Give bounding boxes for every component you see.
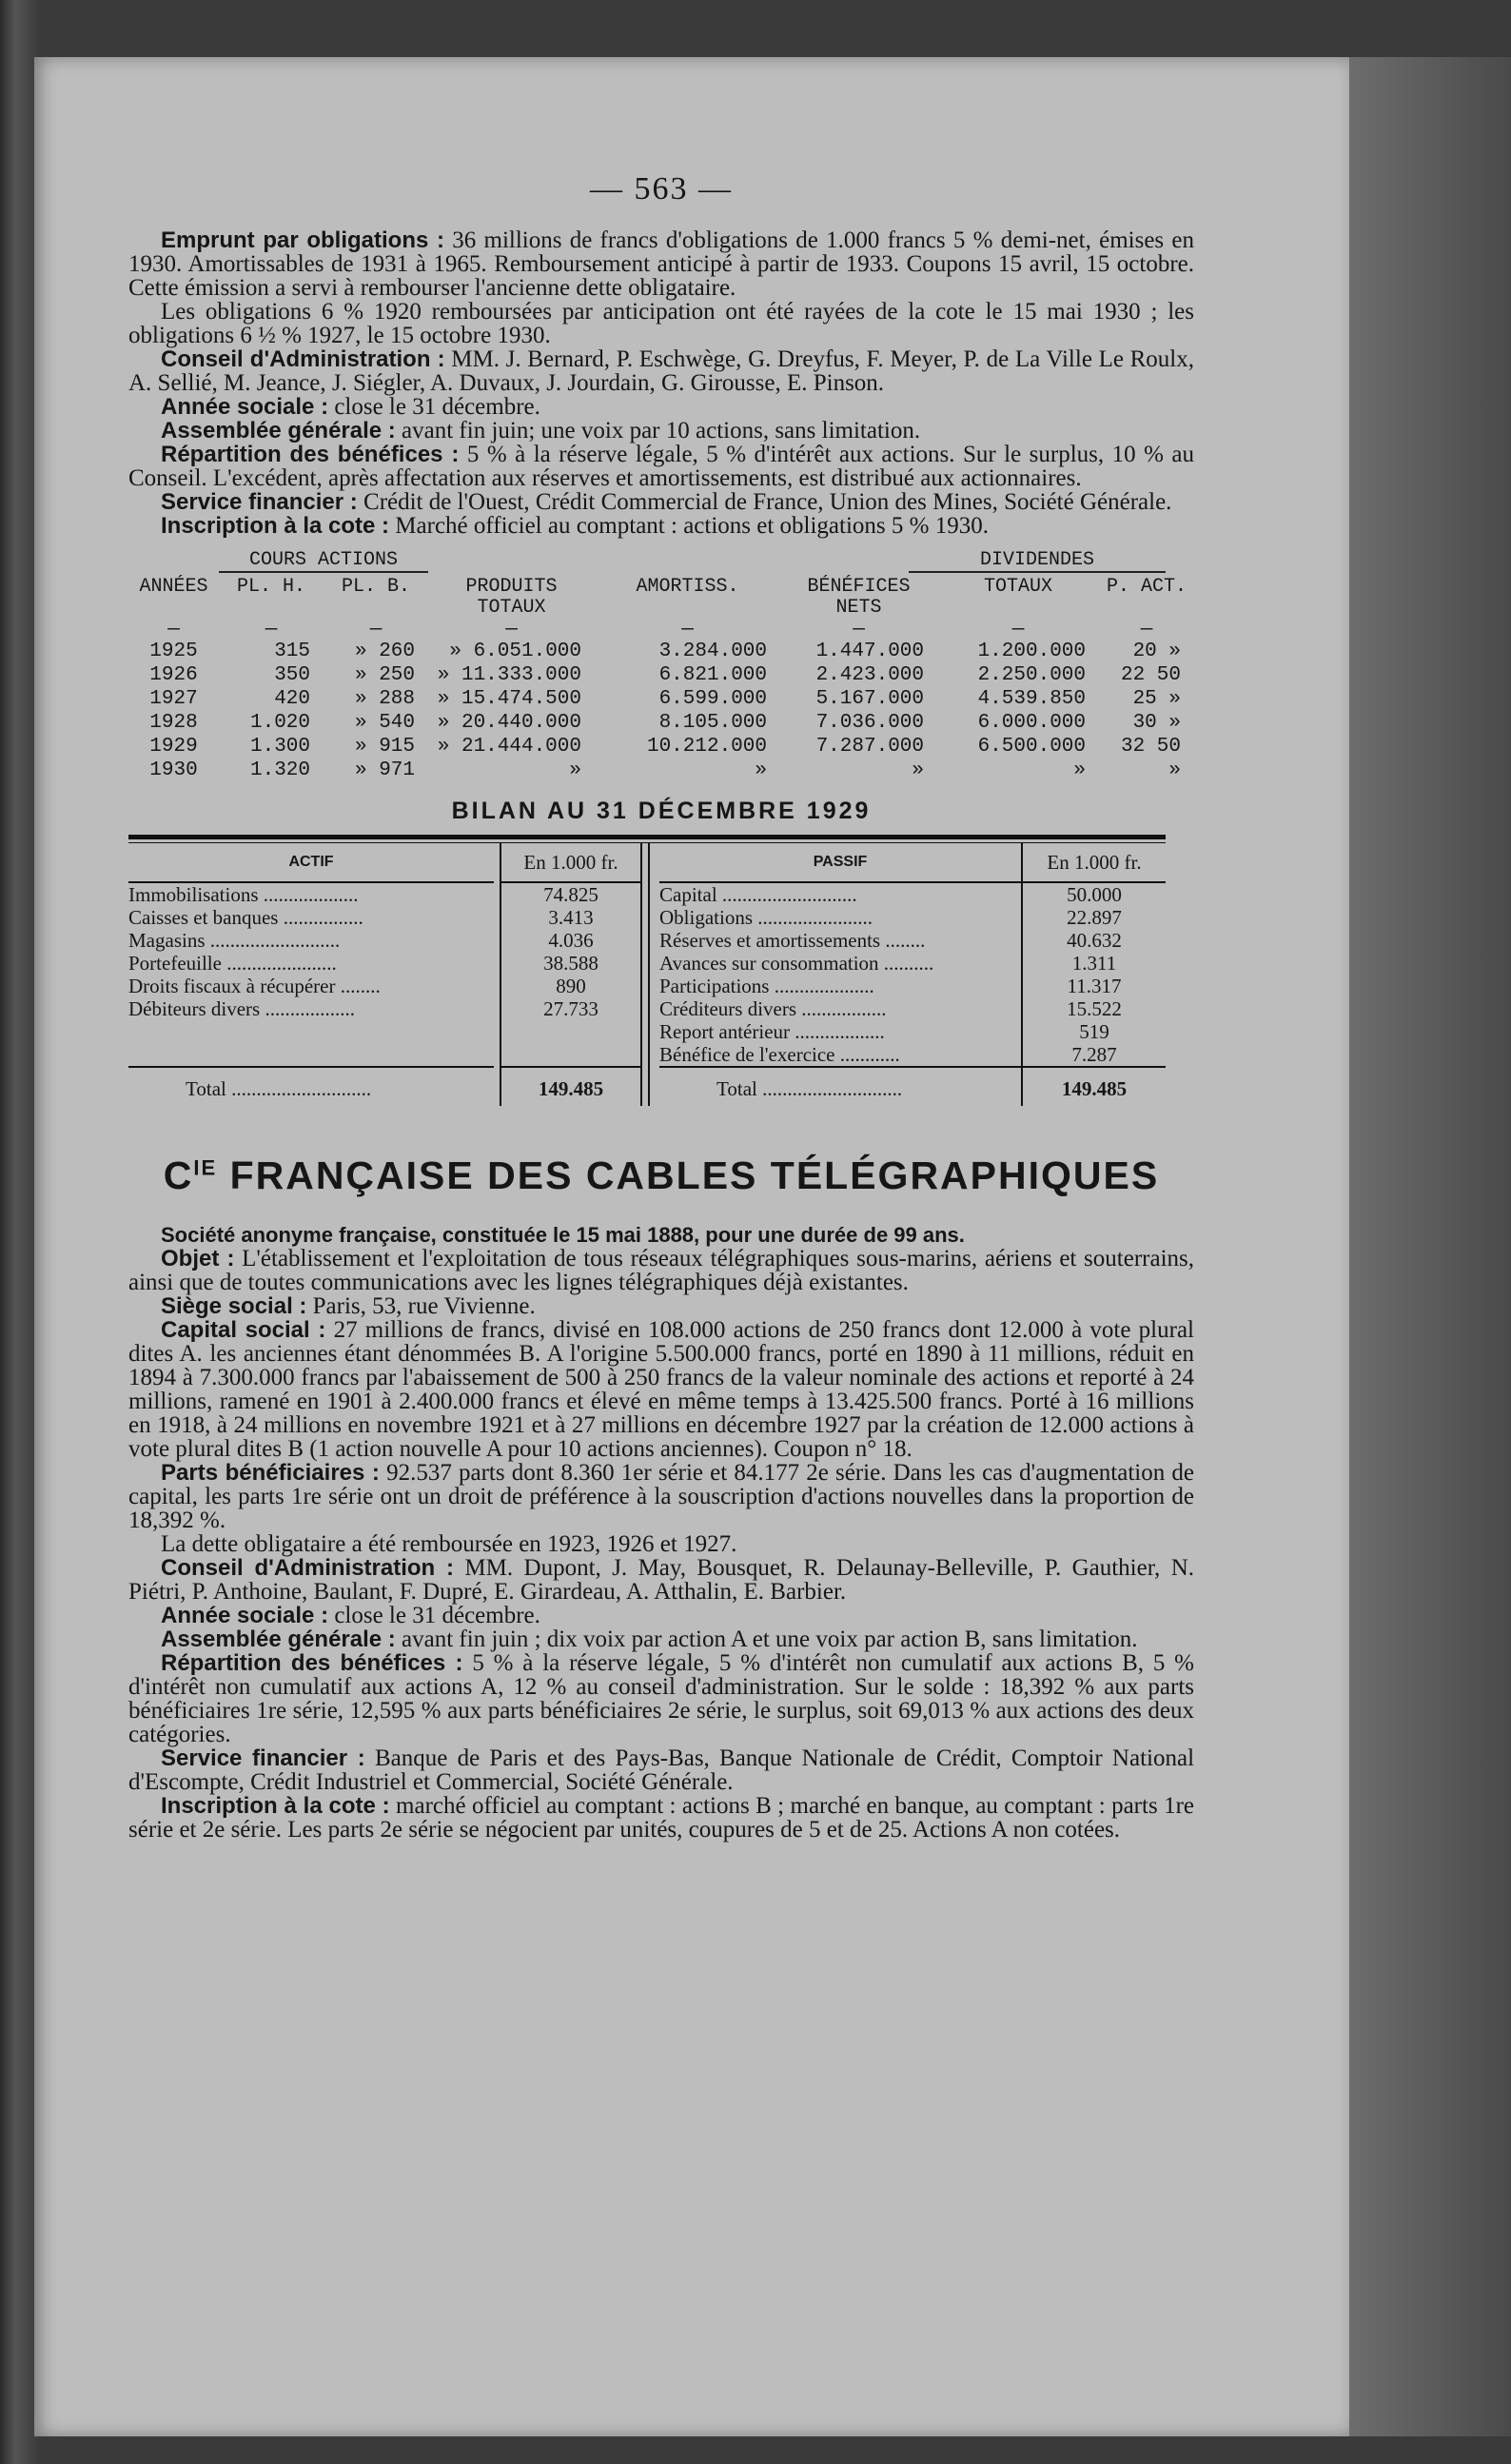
bilan-title: BILAN AU 31 DÉCEMBRE 1929 [451, 798, 872, 824]
bilan-total-label: Total ............................ [128, 1066, 494, 1106]
paragraph-key: Année sociale : [161, 1603, 329, 1628]
paragraph-text: 5 % à la réserve légale, 5 % d'intérêt aux actions. Sur le surplus, 10 % au Conseil. L'excédent, après affectation aux réserves et amortissements, est distribué aux actionnaires. [128, 442, 1194, 491]
table-cell: 1927 [149, 688, 198, 710]
cours-actions-header: COURS ACTIONS [219, 549, 428, 573]
book-spine [0, 0, 38, 2464]
page-content [128, 171, 1194, 1842]
paragraph-key: Siège social : [161, 1293, 307, 1319]
table-row [128, 735, 1194, 759]
passif-values [1023, 843, 1166, 1106]
paragraph [128, 347, 1194, 395]
bilan-item-value: 50.000 [1067, 883, 1122, 906]
paragraph-text: Banque de Paris et des Pays-Bas, Banque Nationale de Crédit, Comptoir National d'Escompte, Crédit Industriel et Commercial, Société Générale. [128, 1745, 1195, 1795]
page-shadow [1349, 57, 1511, 2436]
bilan-item-value: 15.522 [1067, 997, 1122, 1020]
bilan-item-label: Réserves et amortissements ........ [659, 929, 926, 952]
table-cell: 6.599.000 [658, 688, 767, 710]
paragraph [128, 1556, 1194, 1604]
paragraph [128, 1651, 1194, 1746]
bilan-item-value: 74.825 [543, 883, 599, 906]
table-cell: 5.167.000 [815, 688, 924, 710]
actif-unit: En 1.000 fr. [501, 843, 640, 883]
bilan-item-label: Droits fiscaux à récupérer ........ [128, 975, 381, 997]
column-header: TOTAUX [983, 576, 1052, 598]
paragraph-key: Parts bénéficiaires : [161, 1460, 380, 1486]
table-cell: 6.821.000 [658, 664, 767, 686]
table-cell: » 288 [354, 688, 415, 710]
table-cell: » [1073, 759, 1086, 781]
table-cell: » 21.444.000 [437, 736, 581, 758]
table-cell: 7.036.000 [815, 712, 924, 734]
table-cell: 1.320 [249, 759, 310, 781]
paragraph [128, 228, 1194, 300]
paragraph-text: Paris, 53, rue Vivienne. [306, 1293, 536, 1319]
paragraph-key: Conseil d'Administration : [161, 1555, 455, 1581]
paragraph [128, 419, 1194, 443]
table-cell: 3.284.000 [658, 641, 767, 662]
section-title: $C^{IE}$ FRANÇAISE DES CABLES TÉLÉGRAPHIQUES [163, 1153, 1160, 1197]
table-cell: 4.539.850 [977, 688, 1086, 710]
paragraph-text: 27 millions de francs, divisé en 108.000 actions de 250 francs dont 12.000 à vote plural dites A. les anciennes étant dénommées B. A l'origine 5.500.000 francs, porté en 1890 à 11 millions, réduit en 1894 à 7.300.000 francs par l'abaissement de 500 à 250 francs de la valeur nominale des actions et reporté à 24 millions, ramené en 1901 à 2.400.000 francs et élevé en même temps à 13.425.500 francs. Porté à 16 millions en 1918, à 24 millions en novembre 1921 et à 27 millions en décembre 1927 par la création de 12.000 actions à vote plural dites B (1 action nouvelle A pour 10 actions anciennes). Coupon n° 18. [128, 1317, 1194, 1462]
bilan-item-label: Bénéfice de l'exercice ............ [659, 1043, 900, 1066]
paragraph-text: 5 % à la réserve légale, 5 % d'intérêt non cumulatif aux actions B, 5 % d'intérêt non cumulatif aux actions A, 12 % au conseil d'administration. Sur le solde : 18,392 % aux parts bénéficiaires 1re série, 12,595 % aux parts bénéficiaires 2e série, le surplus, soit 69,013 % aux actions des deux catégories. [128, 1650, 1194, 1747]
paragraph [128, 514, 1194, 538]
table-cell: 1.300 [249, 736, 310, 758]
paragraph-text: 92.537 parts dont 8.360 1er série et 84.177 2e série. Dans les cas d'augmentation de capital, les parts 1re série ont un droit de préférence à la souscription d'actions nouvelles dans la proportion de 18,392 %. [128, 1460, 1194, 1533]
bilan-item-label: Report antérieur .................. [659, 1020, 885, 1043]
bilan-item-label: Participations .................... [659, 975, 874, 997]
paragraph-key: Capital social : [161, 1317, 326, 1343]
paragraph-key: Service financier : [161, 1745, 365, 1771]
bilan-item-label: Créditeurs divers ................. [659, 997, 887, 1020]
paragraph-key: Inscription à la cote : [161, 1793, 390, 1819]
table-row [128, 687, 1194, 711]
table-cell: 6.500.000 [977, 736, 1086, 758]
bilan-item-value: 27.733 [543, 997, 599, 1020]
paragraph-text: MM. J. Bernard, P. Eschwège, G. Dreyfus, F. Meyer, P. de La Ville Le Roulx, A. Sellié, M. Jeance, J. Siégler, A. Duvaux, J. Jourdain, G. Girousse, E. Pinson. [128, 346, 1195, 396]
table-cell: 32 50 [1120, 736, 1181, 758]
paragraph-text: avant fin juin ; dix voix par action A et une voix par action B, sans limitation. [395, 1626, 1138, 1652]
paragraph-key: Objet : [161, 1246, 235, 1271]
column-header: PL. B. [341, 576, 410, 598]
stock-history-table [128, 549, 1194, 782]
paragraph-text: avant fin juin; une voix par 10 actions, sans limitation. [395, 418, 921, 444]
table-cell: 1928 [149, 712, 198, 734]
paragraph-key: Assemblée générale : [161, 418, 396, 444]
column-header: BÉNÉFICES NETS [807, 576, 911, 619]
table-row [128, 759, 1194, 782]
company-notice-paragraphs [128, 228, 1194, 538]
dividendes-header: DIVIDENDES [909, 549, 1166, 573]
actif-labels [128, 843, 500, 1106]
bilan-item-value: 3.413 [548, 906, 594, 929]
paragraph [128, 1247, 1194, 1294]
paragraph-text: La dette obligataire a été remboursée en 1923, 1926 et 1927. [161, 1531, 737, 1557]
paragraph-key: Année sociale : [161, 394, 329, 420]
paragraph [128, 395, 1194, 419]
bilan-item-value: 22.897 [1067, 906, 1122, 929]
bilan-item-label: Débiteurs divers .................. [128, 997, 355, 1020]
paragraph [128, 1461, 1194, 1532]
bilan-item-value: 11.317 [1067, 975, 1122, 997]
table-cell: » 6.051.000 [449, 641, 581, 662]
paragraph-text: close le 31 décembre. [328, 1603, 540, 1628]
bilan-item-value: 38.588 [543, 952, 599, 975]
bilan-item-value: 519 [1079, 1020, 1109, 1043]
table-cell: 1.020 [249, 712, 310, 734]
column-header: ANNÉES [139, 576, 208, 598]
table-cell: » 915 [354, 736, 415, 758]
actif-values [500, 843, 642, 1106]
table-cell: » 11.333.000 [437, 664, 581, 686]
paragraph-text: 36 millions de francs d'obligations de 1.000 francs 5 % demi-net, émises en 1930. Amortissables de 1931 à 1965. Remboursement anticipé à partir de 1933. Coupons 15 avril, 15 octobre. Cette émission a servi à rembourser l'ancienne dette obligataire. [128, 227, 1194, 301]
table-cell: 1930 [149, 759, 198, 781]
paragraph [128, 1746, 1194, 1794]
table-cell: 315 [274, 641, 310, 662]
header-dashes: — — — — — — — — [167, 619, 1153, 641]
table-cell: 7.287.000 [815, 736, 924, 758]
paragraph [128, 1318, 1194, 1461]
paragraph-text: Les obligations 6 % 1920 remboursées par anticipation ont été rayées de la cote le 15 mai 1930 ; les obligations 6 ½ % 1927, le 15 octobre 1930. [128, 299, 1194, 348]
bilan-item-value: 40.632 [1067, 929, 1122, 952]
bilan-item-value: 1.311 [1071, 952, 1117, 975]
paragraph-key: Répartition des bénéfices : [161, 442, 460, 467]
table-cell: 1.200.000 [977, 641, 1086, 662]
table-cell: 2.250.000 [977, 664, 1086, 686]
bilan-item-value: 890 [556, 975, 586, 997]
column-header: P. ACT. [1106, 576, 1187, 598]
table-cell: 6.000.000 [977, 712, 1086, 734]
column-header: PRODUITS TOTAUX [465, 576, 558, 619]
actif-header: ACTIF [128, 843, 494, 883]
paragraph [128, 443, 1194, 490]
bilan-total-label: Total ............................ [659, 1066, 1021, 1106]
table-cell: 22 50 [1120, 664, 1181, 686]
paragraph-text: close le 31 décembre. [328, 394, 540, 420]
table-cell: 2.423.000 [815, 664, 924, 686]
table-cell: » [912, 759, 924, 781]
table-cell: » 250 [354, 664, 415, 686]
paragraph [128, 1794, 1194, 1842]
column-headers [128, 577, 1194, 619]
paragraph-text: marché officiel au comptant : actions B ; marché en banque, au comptant : parts 1re série et 2e série. Les parts 2e série se négocient par unités, coupures de 5 et de 25. Actions A non cotées. [128, 1793, 1194, 1843]
bilan-item-label: Magasins .......................... [128, 929, 341, 952]
paragraph-text: L'établissement et l'exploitation de tous réseaux télégraphiques sous-marins, aériens et souterrains, ainsi que de toutes communications avec les lignes télégraphiques déjà existantes. [128, 1246, 1194, 1295]
paragraph-key: Assemblée générale : [161, 1626, 396, 1652]
table-row [128, 711, 1194, 735]
paragraph-key: Emprunt par obligations : [161, 227, 444, 253]
paragraph [128, 1627, 1194, 1651]
table-cell: 10.212.000 [646, 736, 767, 758]
bilan-item-label: Capital ........................... [659, 883, 857, 906]
paragraph-key: Inscription à la cote : [161, 513, 390, 539]
table-cell: » 15.474.500 [437, 688, 581, 710]
company-section-paragraphs [128, 1247, 1194, 1842]
bilan-item-label: Avances sur consommation .......... [659, 952, 934, 975]
paragraph-key: Service financier : [161, 489, 358, 515]
page-number: — 563 — [590, 171, 733, 207]
column-header: PL. H. [236, 576, 305, 598]
paragraph [128, 1604, 1194, 1627]
bilan-item-label: Caisses et banques ................ [128, 906, 363, 929]
table-cell: 8.105.000 [658, 712, 767, 734]
paragraph-key: Conseil d'Administration : [161, 346, 445, 372]
table-cell: » [1168, 759, 1181, 781]
paragraph [128, 1294, 1194, 1318]
table-cell: » [755, 759, 767, 781]
paragraph-text: MM. Dupont, J. May, Bousquet, R. Delaunay-Belleville, P. Gauthier, N. Piétri, P. Anthoine, Baulant, F. Dupré, E. Girardeau, A. Atthalin, E. Barbier. [128, 1555, 1195, 1605]
stock-rows [128, 640, 1194, 782]
bilan-item-label: Obligations ....................... [659, 906, 873, 929]
bilan-item-label: Portefeuille ...................... [128, 952, 337, 975]
table-row [128, 640, 1194, 663]
paragraph-key: Répartition des bénéfices : [161, 1650, 463, 1676]
table-cell: 1926 [149, 664, 198, 686]
table-cell: 420 [274, 688, 310, 710]
table-cell: 350 [274, 664, 310, 686]
table-cell: » 540 [354, 712, 415, 734]
table-cell: 1929 [149, 736, 198, 758]
table-cell: 1925 [149, 641, 198, 662]
bilan-item-value: 4.036 [548, 929, 594, 952]
passif-header: PASSIF [659, 843, 1021, 883]
table-cell: 1.447.000 [815, 641, 924, 662]
table-cell: » [569, 759, 581, 781]
table-cell: 20 » [1132, 641, 1181, 662]
column-header: AMORTISS. [636, 576, 739, 598]
bilan-item-label: Immobilisations ................... [128, 883, 359, 906]
table-cell: » 971 [354, 759, 415, 781]
paragraph-text: Crédit de l'Ouest, Crédit Commercial de France, Union des Mines, Société Générale. [357, 489, 1172, 515]
table-group-headers [128, 549, 1194, 573]
table-cell: » 260 [354, 641, 415, 662]
balance-sheet [128, 835, 1166, 1106]
bilan-total-value: 149.485 [501, 1066, 640, 1106]
table-row [128, 663, 1194, 687]
passif-unit: En 1.000 fr. [1023, 843, 1166, 883]
paragraph [128, 1532, 1194, 1556]
bilan-item-value: 7.287 [1071, 1043, 1117, 1066]
paragraph [128, 490, 1194, 514]
table-cell: 25 » [1132, 688, 1181, 710]
passif-labels [650, 843, 1023, 1106]
paragraph-text: Marché officiel au comptant : actions et obligations 5 % 1930. [389, 513, 989, 539]
company-subtitle: Société anonyme française, constituée le 15 mai 1888, pour une durée de 99 ans. [161, 1223, 965, 1247]
bilan-total-value: 149.485 [1023, 1066, 1166, 1106]
table-cell: 30 » [1132, 712, 1181, 734]
table-cell: » 20.440.000 [437, 712, 581, 734]
paragraph [128, 300, 1194, 347]
